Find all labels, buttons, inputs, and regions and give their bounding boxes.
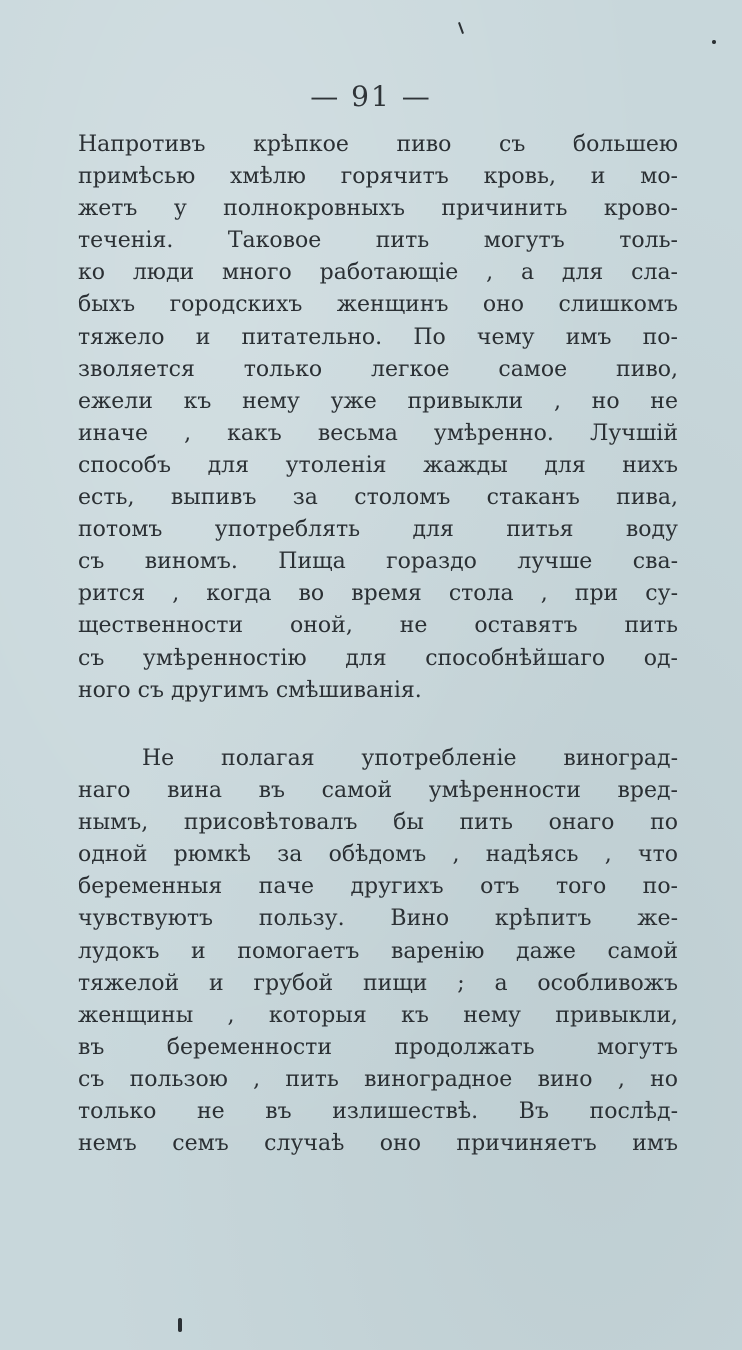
paragraph-2 — [78, 743, 678, 1160]
ink-speck — [712, 40, 716, 44]
text-line: чувствуютъ пользу. Вино крѣпитъ же- — [78, 906, 678, 932]
text-line: быхъ городскихъ женщинъ оно слишкомъ — [78, 292, 678, 318]
ink-speck — [178, 1318, 182, 1332]
text-line: тяжело и питательно. По чему имъ по- — [78, 324, 678, 350]
text-line: есть, выпивъ за столомъ стаканъ пива, — [78, 485, 678, 511]
text-line: зволяется только легкое самое пиво, — [78, 356, 678, 382]
text-line: немъ семъ случаѣ оно причиняетъ имъ — [78, 1131, 678, 1157]
text-line: способъ для утоленія жажды для нихъ — [78, 452, 678, 478]
text-line: съ пользою , пить виноградное вино , но — [78, 1066, 678, 1092]
text-line: примѣсью хмѣлю горячитъ кровь, и мо- — [78, 164, 678, 190]
text-line: теченія. Таковое пить могутъ толь- — [78, 228, 678, 254]
text-line: беременныя паче другихъ отъ того по- — [78, 874, 678, 900]
ink-mark — [458, 22, 464, 34]
text-line: ного съ другимъ смѣшиванія. — [78, 677, 422, 703]
text-line: тяжелой и грубой пищи ; а особливожъ — [78, 970, 678, 996]
text-line: женщины , которыя къ нему привыкли, — [78, 1002, 678, 1028]
text-line: рится , когда во время стола , при су- — [78, 581, 678, 607]
text-line: съ умѣренностію для способнѣйшаго од- — [78, 645, 678, 671]
text-line: Не полагая употребленіе виноград- — [142, 746, 678, 771]
text-line: щественности оной, не оставятъ пить — [78, 613, 678, 639]
text-line: лудокъ и помогаетъ варенію даже самой — [78, 938, 678, 964]
text-line: потомъ употреблять для питья воду — [78, 517, 678, 543]
page-number: — 91 — — [310, 80, 432, 113]
text-line: наго вина въ самой умѣренности вред- — [78, 778, 678, 804]
text-line: съ виномъ. Пища гораздо лучше сва- — [78, 549, 678, 575]
paragraph-1 — [78, 129, 678, 707]
text-line: одной рюмкѣ за обѣдомъ , надѣясь , что — [78, 842, 678, 868]
text-line: иначе , какъ весьма умѣренно. Лучшій — [78, 420, 678, 446]
text-line: нымъ, присовѣтовалъ бы пить онаго по — [78, 810, 678, 836]
text-line: ежели къ нему уже привыкли , но не — [78, 388, 678, 414]
text-line: Напротивъ крѣпкое пиво съ большею — [78, 132, 678, 157]
text-line: жетъ у полнокровныхъ причинить крово- — [78, 196, 678, 222]
text-line: ко люди много работающіе , а для сла- — [78, 260, 678, 286]
text-line: въ беременности продолжать могутъ — [78, 1034, 678, 1060]
text-line: только не въ излишествѣ. Въ послѣд- — [78, 1099, 678, 1125]
